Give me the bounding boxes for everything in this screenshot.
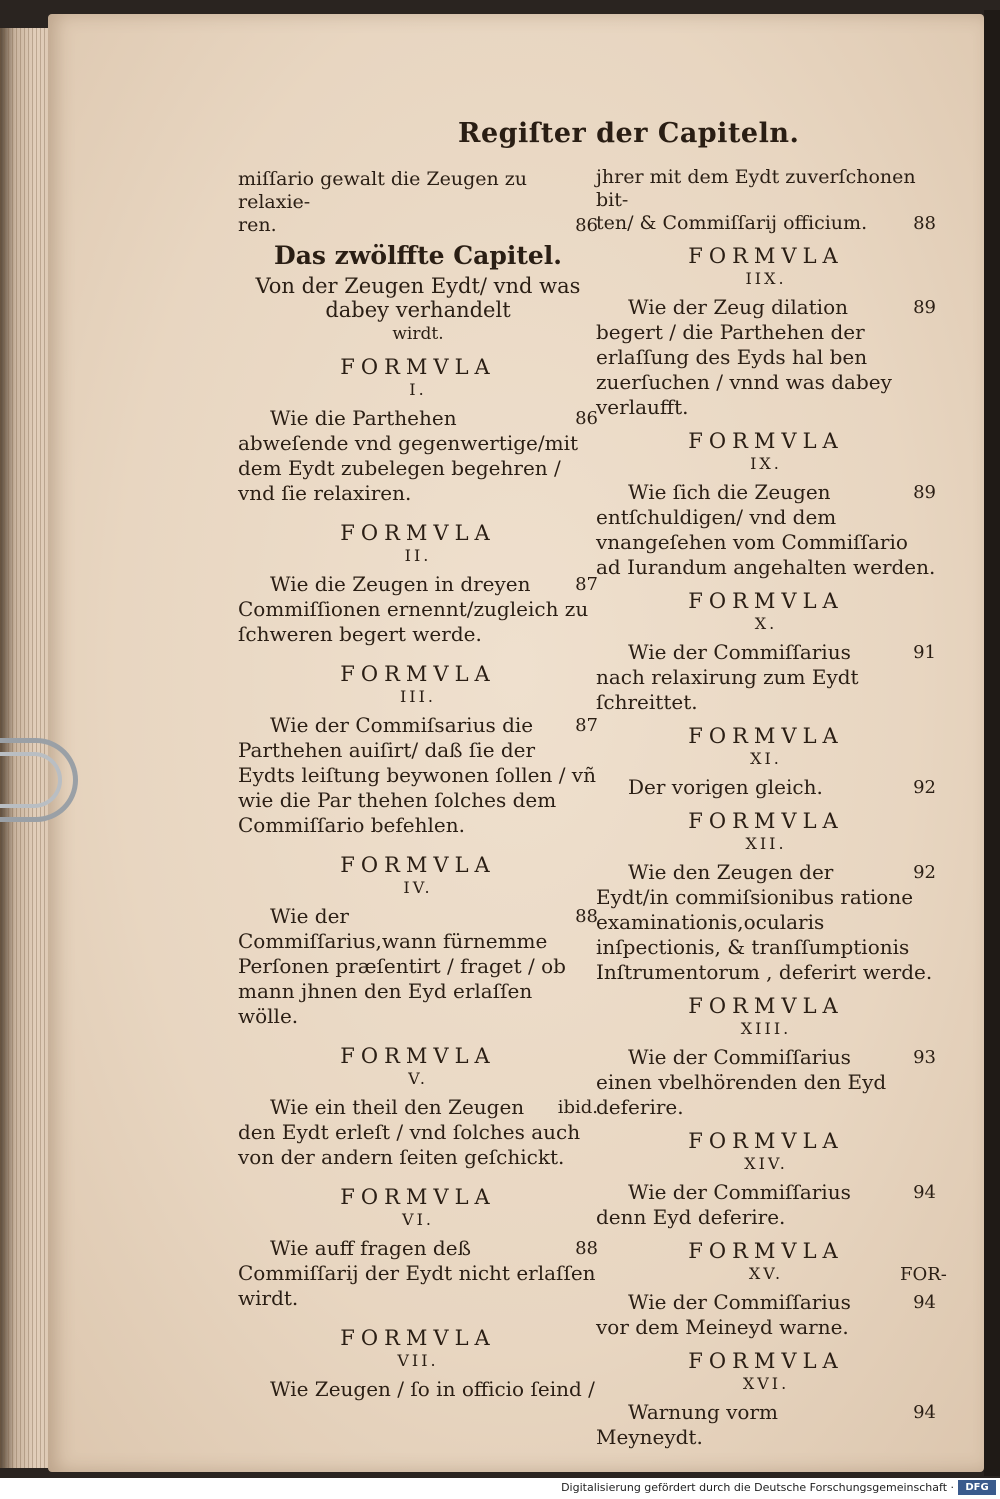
right-formula-entry (596, 295, 936, 420)
left-cont-line2: ren. (238, 214, 277, 236)
left-formula-entry (238, 1377, 598, 1402)
left-continuation (238, 168, 598, 237)
right-formula-page: 94 (913, 1292, 936, 1313)
right-formula-heading: FORMVLA (688, 1239, 844, 1263)
right-formula-text: Der vorigen gleich. (628, 775, 823, 799)
left-formula-entry (238, 1236, 598, 1311)
left-formula-numeral: VI. (402, 1210, 434, 1229)
right-column (596, 166, 936, 1452)
left-formula-entry (238, 713, 598, 838)
right-formula-heading: FORMVLA (688, 429, 844, 453)
left-formula-text: Wie Zeugen / ſo in officio ſeind / (270, 1377, 595, 1401)
right-formula-numeral: XI. (750, 749, 782, 768)
right-formula-text: Wie der Commiſſarius nach relaxirung zum Eydt ſchreittet. (596, 640, 859, 714)
left-formula-heading: FORMVLA (340, 853, 496, 877)
dfg-logo: DFG (958, 1480, 996, 1495)
left-formula-numeral: III. (399, 687, 437, 706)
left-formula-text: Wie die Parthehen abweſende vnd gegenwertige/mit dem Eydt zubelegen begehren / vnd ſie relaxiren. (238, 406, 579, 505)
right-formula-entry (596, 775, 936, 800)
right-formula-text: Wie der Zeug dilation begert / die Parthehen der erlaſſung des Eyds hal ben zuerſuchen / vnnd was dabey verlaufft. (596, 295, 892, 419)
right-formula-list (596, 243, 936, 1450)
right-formula-numeral: XII. (745, 834, 787, 853)
right-formula-page: 92 (913, 777, 936, 798)
left-formula-page: 87 (575, 574, 598, 595)
right-formula-numeral: XVI. (742, 1374, 790, 1393)
right-formula-heading: FORMVLA (688, 589, 844, 613)
right-formula-page: 89 (913, 297, 936, 318)
right-formula-numeral: XIV. (744, 1154, 788, 1173)
left-formula-heading: FORMVLA (340, 1185, 496, 1209)
left-formula-heading: FORMVLA (340, 1044, 496, 1068)
right-formula-text: Wie der Commiſſarius denn Eyd deferire. (596, 1180, 851, 1229)
footer-credit: Digitalisierung gefördert durch die Deutsche Forschungsgemeinschaft · (561, 1481, 954, 1494)
left-formula-text: Wie auff fragen deß Commiſſarij der Eydt nicht erlaſſen wirdt. (238, 1236, 596, 1310)
left-formula-text: Wie der Commiſſarius,wann fürnemme Perſonen præſentirt / fraget / ob mann jhnen den Eyd erlaſſen wölle. (238, 904, 566, 1028)
right-formula-entry (596, 1400, 936, 1450)
left-formula-entry (238, 1095, 598, 1170)
right-formula-page: 94 (913, 1182, 936, 1203)
running-header: Regiſter der Capiteln. (458, 118, 800, 149)
right-cont-line2: ten/ & Commiſſarij officium. (596, 212, 868, 234)
left-column (238, 168, 598, 1416)
left-formula-text: Wie der Commiſsarius die Parthehen auiſirt/ daß ſie der Eydts leiſtung beywonen ſollen / vñ wie die Par thehen ſolches dem Commiſſario befehlen. (238, 713, 596, 837)
right-formula-text: Wie der Commiſſarius einen vbelhörenden den Eyd deferire. (596, 1045, 887, 1119)
right-formula-heading: FORMVLA (688, 1129, 844, 1153)
left-formula-numeral: I. (409, 380, 427, 399)
left-formula-list (238, 354, 598, 1402)
left-formula-page: 86 (575, 408, 598, 429)
left-formula-heading: FORMVLA (340, 355, 496, 379)
left-formula-entry (238, 406, 598, 506)
left-formula-heading: FORMVLA (340, 521, 496, 545)
footer-bar (0, 1478, 1000, 1499)
right-formula-text: Warnung vorm Meyneydt. (596, 1400, 778, 1449)
right-formula-numeral: XV. (748, 1264, 784, 1283)
left-formula-text: Wie die Zeugen in dreyen Commiſſionen ernennt/zugleich zu ſchweren begert werde. (238, 572, 589, 646)
left-formula-numeral: VII. (397, 1351, 439, 1370)
left-formula-heading: FORMVLA (340, 662, 496, 686)
right-formula-numeral: IX. (750, 454, 782, 473)
chapter-title: Das zwölffte Capitel. (274, 241, 562, 270)
right-formula-page: 93 (913, 1047, 936, 1068)
right-cont-page: 88 (913, 213, 936, 234)
right-cont-line1: jhrer mit dem Eydt zuverſchonen bit- (596, 166, 916, 211)
right-formula-numeral: IIX. (745, 269, 787, 288)
right-formula-page: 91 (913, 642, 936, 663)
right-continuation (596, 166, 936, 235)
paper-clip-inner-icon (0, 752, 62, 808)
right-formula-heading: FORMVLA (688, 809, 844, 833)
catchword: FOR- (900, 1264, 947, 1285)
left-formula-page: 88 (575, 1238, 598, 1259)
left-cont-line1: miſſario gewalt die Zeugen zu relaxie- (238, 168, 528, 213)
left-formula-page: ibid. (557, 1097, 598, 1118)
left-formula-page: 87 (575, 715, 598, 736)
right-formula-text: Wie ſich die Zeugen entſchuldigen/ vnd dem vnangeſehen vom Commiſſario ad Iurandum angehalten werden. (596, 480, 936, 579)
left-formula-text: Wie ein theil den Zeugen den Eydt erleſt / vnd ſolches auch von der andern ſeiten geſchickt. (238, 1095, 581, 1169)
left-formula-heading: FORMVLA (340, 1326, 496, 1350)
right-formula-text: Wie den Zeugen der Eydt/in commiſsionibus ratione examinationis,ocularis inſpectionis, & tranſſumptionis Inſtrumentorum , deferirt werde. (596, 860, 933, 984)
right-formula-page: 89 (913, 482, 936, 503)
right-formula-entry (596, 1180, 936, 1230)
left-formula-numeral: II. (404, 546, 432, 565)
right-formula-entry (596, 480, 936, 580)
left-formula-numeral: IV. (403, 878, 433, 897)
page-right-shadow (984, 10, 1000, 1476)
left-formula-numeral: V. (408, 1069, 428, 1088)
right-formula-page: 92 (913, 862, 936, 883)
right-formula-entry (596, 1290, 936, 1340)
chapter-subtitle-2: dabey verhandelt (325, 298, 511, 322)
left-formula-entry (238, 904, 598, 1029)
right-formula-text: Wie der Commiſſarius vor dem Meineyd warne. (596, 1290, 851, 1339)
right-formula-numeral: X. (754, 614, 778, 633)
right-formula-heading: FORMVLA (688, 1349, 844, 1373)
chapter-subtitle-1: Von der Zeugen Eydt/ vnd was (255, 274, 581, 298)
left-formula-entry (238, 572, 598, 647)
left-formula-page: 88 (575, 906, 598, 927)
right-formula-heading: FORMVLA (688, 724, 844, 748)
right-formula-numeral: XIII. (740, 1019, 792, 1038)
right-formula-heading: FORMVLA (688, 994, 844, 1018)
right-formula-entry (596, 640, 936, 715)
right-formula-entry (596, 1045, 936, 1120)
right-formula-heading: FORMVLA (688, 244, 844, 268)
left-cont-page: 86 (575, 215, 598, 236)
right-formula-entry (596, 860, 936, 985)
right-formula-page: 94 (913, 1402, 936, 1423)
chapter-subtitle-3: wirdt. (392, 324, 444, 344)
